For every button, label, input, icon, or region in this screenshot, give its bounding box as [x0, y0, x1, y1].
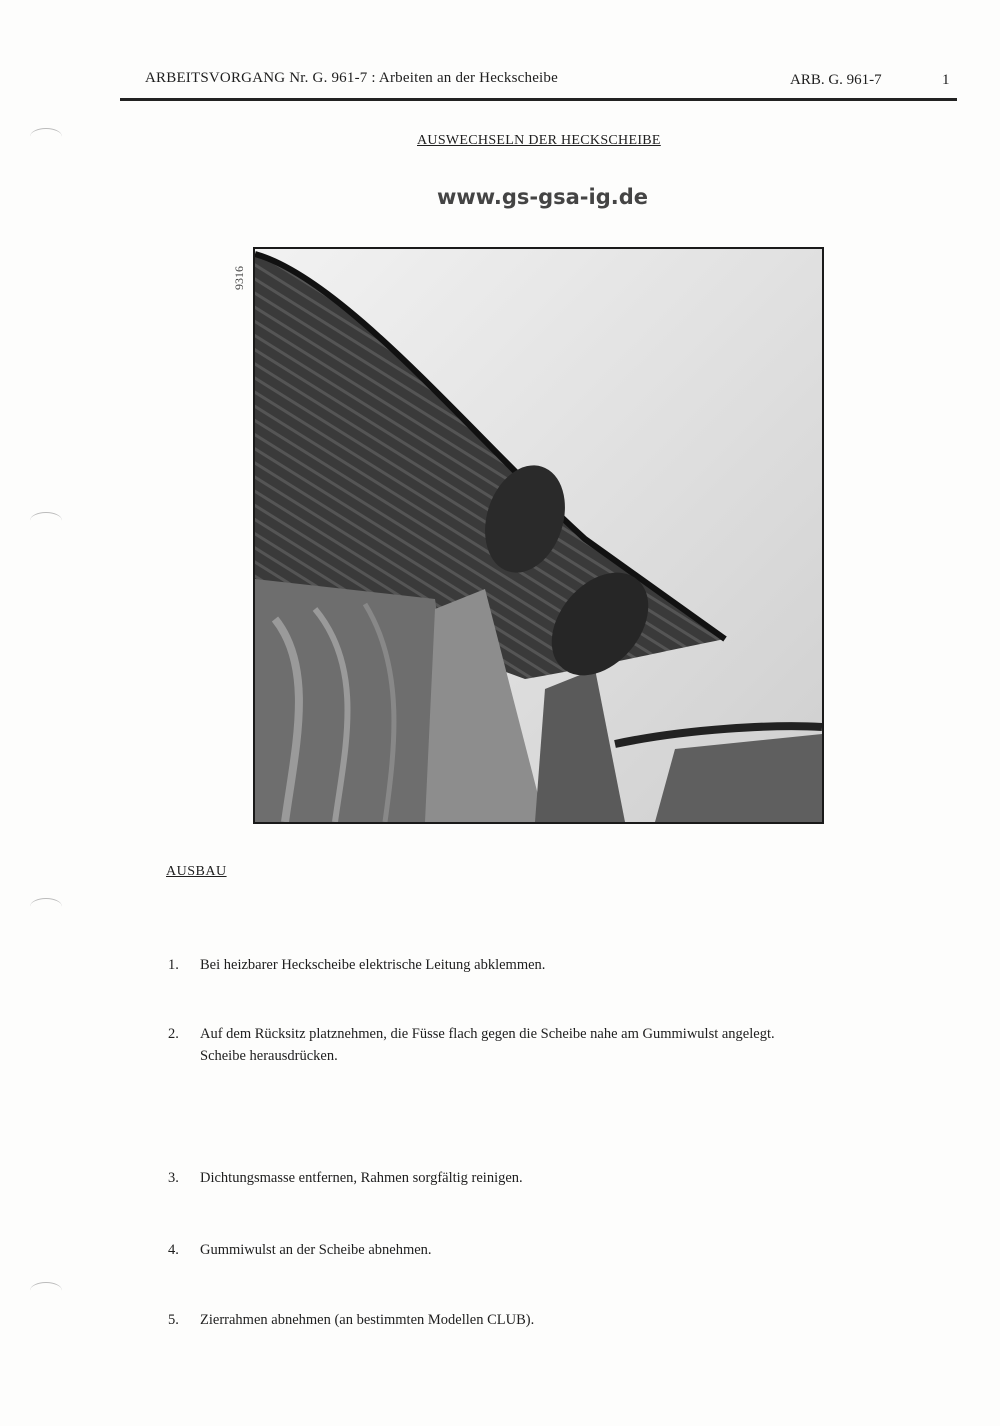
- list-item: [168, 1023, 775, 1067]
- photo-id: 9316: [232, 266, 246, 290]
- page-number: 1: [942, 72, 950, 88]
- step-text: Auf dem Rücksitz platznehmen, die Füsse flach gegen die Scheibe nahe am Gummiwulst angelegt.: [200, 1026, 775, 1042]
- punch-hole-mark: [30, 898, 62, 915]
- header-rule: [120, 98, 957, 101]
- step-text-continued: Scheibe herausdrücken.: [200, 1048, 338, 1064]
- list-item: [168, 1239, 432, 1261]
- step-text: Gummiwulst an der Scheibe abnehmen.: [200, 1242, 432, 1258]
- list-item: [168, 954, 545, 976]
- photo-rear-window-removal: [253, 247, 824, 824]
- step-number: 5.: [168, 1312, 179, 1328]
- step-text: Zierrahmen abnehmen (an bestimmten Modellen CLUB).: [200, 1312, 535, 1328]
- list-item: [168, 1167, 523, 1189]
- punch-hole-mark: [30, 512, 62, 529]
- step-number: 4.: [168, 1242, 179, 1258]
- step-number: 2.: [168, 1026, 179, 1042]
- header-operation-code: ARB. G. 961-7: [790, 72, 882, 88]
- header-operation-title: ARBEITSVORGANG Nr. G. 961-7 : Arbeiten an der Heckscheibe: [145, 70, 558, 86]
- punch-hole-mark: [30, 1282, 62, 1299]
- step-number: 1.: [168, 957, 179, 973]
- website-watermark: www.gs-gsa-ig.de: [437, 185, 648, 209]
- step-text: Bei heizbarer Heckscheibe elektrische Leitung abklemmen.: [200, 957, 546, 973]
- list-item: [168, 1309, 534, 1331]
- step-number: 3.: [168, 1170, 179, 1186]
- photo-illustration: [255, 249, 822, 822]
- section-title-ausbau: AUSBAU: [166, 864, 227, 879]
- page-title: AUSWECHSELN DER HECKSCHEIBE: [417, 133, 661, 148]
- punch-hole-mark: [30, 128, 62, 145]
- step-text: Dichtungsmasse entfernen, Rahmen sorgfältig reinigen.: [200, 1170, 523, 1186]
